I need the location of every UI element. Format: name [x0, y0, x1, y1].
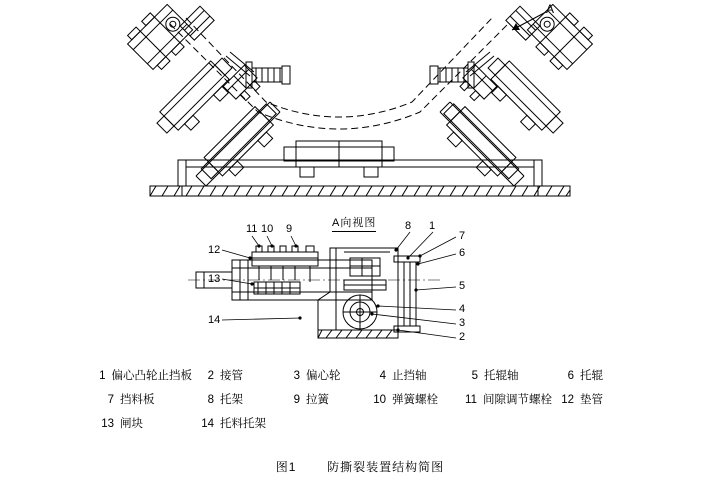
- callout-12: 12: [208, 244, 221, 256]
- section-arrow-label: A: [546, 2, 555, 16]
- legend: [92, 364, 652, 436]
- legend-row: [92, 388, 652, 412]
- legend-label: 弹簧螺栓: [392, 394, 438, 406]
- legend-num: 1: [99, 370, 106, 382]
- section-view-title: A向视图: [332, 214, 376, 232]
- legend-num: 4: [379, 370, 386, 382]
- callout-2: 2: [459, 331, 466, 343]
- callout-4: 4: [459, 303, 466, 315]
- legend-label: 偏心凸轮止挡板: [111, 370, 192, 382]
- spring-block: [252, 246, 318, 282]
- callout-1: 1: [429, 220, 436, 232]
- section-view: [188, 246, 440, 338]
- legend-num: 10: [373, 394, 386, 406]
- callout-13: 13: [208, 273, 221, 285]
- legend-item-1: [92, 364, 192, 388]
- callout-8: 8: [405, 220, 412, 232]
- legend-num: 9: [293, 394, 300, 406]
- legend-label: 垫管: [580, 394, 603, 406]
- callout-7: 7: [459, 230, 466, 242]
- legend-label: 拉簧: [306, 394, 329, 406]
- legend-num: 13: [101, 418, 114, 430]
- legend-num: 2: [207, 370, 214, 382]
- legend-label: 接管: [220, 370, 243, 382]
- figure-caption: [0, 458, 720, 475]
- legend-row: [92, 364, 652, 388]
- callout-9: 9: [286, 223, 293, 235]
- legend-label: 托架: [220, 394, 243, 406]
- callout-3: 3: [459, 317, 466, 329]
- legend-num: 11: [465, 394, 477, 406]
- figure-title: 防撕裂装置结构简图: [327, 460, 445, 474]
- legend-item-14: [192, 412, 278, 436]
- legend-item-8: [192, 388, 278, 412]
- legend-item-13: [92, 412, 192, 436]
- legend-num: 8: [207, 394, 214, 406]
- base-frame: [150, 160, 570, 196]
- legend-item-11: [456, 388, 552, 412]
- legend-label: 挡料板: [120, 394, 155, 406]
- figure-number: 图1: [275, 460, 297, 474]
- legend-label: 托料托架: [220, 418, 266, 430]
- legend-num: 3: [293, 370, 300, 382]
- legend-num: 7: [107, 394, 114, 406]
- eccentric-wheel: [343, 295, 377, 329]
- legend-label: 偏心轮: [306, 370, 341, 382]
- section-base: [318, 330, 398, 338]
- roller-column: [394, 256, 420, 332]
- callout-14: 14: [208, 314, 221, 326]
- callout-5: 5: [459, 280, 466, 292]
- callout-6: 6: [459, 247, 466, 259]
- legend-item-12: [552, 388, 603, 412]
- legend-label: 托辊轴: [484, 370, 519, 382]
- left-spring-detail: [246, 62, 290, 88]
- legend-item-6: [552, 364, 603, 388]
- legend-item-7: [92, 388, 192, 412]
- callout-10: 10: [261, 223, 274, 235]
- legend-label: 托辊: [580, 370, 603, 382]
- legend-item-4: [364, 364, 456, 388]
- legend-num: 6: [567, 370, 574, 382]
- legend-item-2: [192, 364, 278, 388]
- legend-label: 止挡轴: [392, 370, 427, 382]
- legend-item-3: [278, 364, 364, 388]
- legend-label: 闸块: [120, 418, 143, 430]
- legend-item-10: [364, 388, 456, 412]
- belt-line: [170, 24, 508, 129]
- legend-label: 间隙调节螺栓: [483, 394, 552, 406]
- legend-num: 5: [471, 370, 478, 382]
- legend-num: 14: [201, 418, 214, 430]
- legend-item-5: [456, 364, 552, 388]
- legend-row: [92, 412, 652, 436]
- left-incline-assembly: [123, 0, 290, 189]
- callout-11: 11: [246, 223, 258, 235]
- center-roller: [284, 141, 394, 177]
- legend-num: 12: [561, 394, 574, 406]
- legend-item-9: [278, 388, 364, 412]
